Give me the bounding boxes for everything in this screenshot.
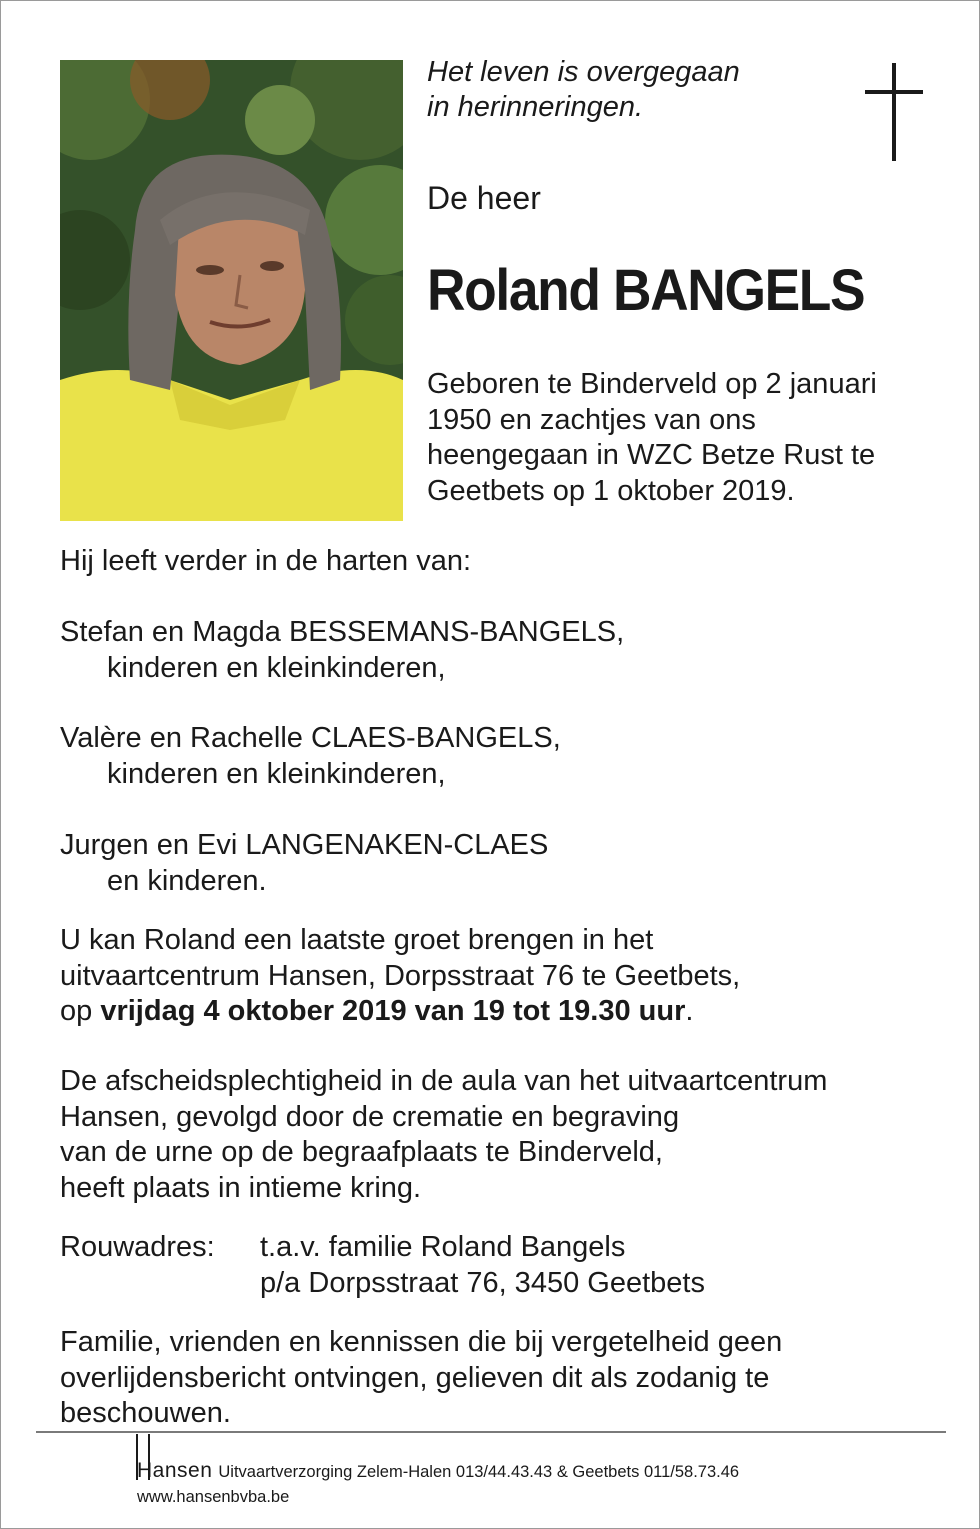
survivor-relation: kinderen en kleinkinderen, [107,757,446,790]
opening-quote [427,55,827,125]
quote-line-1: Het leven is overgegaan [427,56,740,88]
footer-divider [36,1431,946,1433]
birth-line-4: Geetbets op 1 oktober 2019. [427,474,795,507]
survivor-entry [60,828,548,899]
ceremony-line-4: heeft plaats in intieme kring. [60,1171,422,1204]
closing-line-2: overlijdensbericht ontvingen, gelieven dit als zodanig te [60,1361,770,1394]
address-line-1: t.a.v. familie Roland Bangels [260,1231,626,1263]
survivors-intro [60,544,471,580]
deceased-name: Roland BANGELS [427,258,865,323]
visitation-prefix: op [60,995,101,1027]
funeral-home-website[interactable]: www.hansenbvba.be [137,1488,290,1506]
ceremony-line-3: van de urne op de begraafplaats te Binderveld, [60,1136,663,1168]
survivor-names: Stefan en Magda BESSEMANS-BANGELS, [60,616,625,648]
visitation-datetime: vrijdag 4 oktober 2019 van 19 tot 19.30 uur [100,995,686,1027]
latin-cross-icon [865,63,923,161]
survivor-entry [60,615,624,686]
address-value [260,1230,705,1301]
birth-line-1: Geboren te Binderveld op 2 januari [427,368,877,400]
ceremony-line-2: Hansen, gevolgd door de crematie en begraving [60,1100,680,1133]
birth-line-2: 1950 en zachtjes van ons [427,403,756,436]
survivor-entry [60,721,561,792]
quote-line-2: in herinneringen. [427,91,644,123]
visitation-suffix: . [685,995,694,1027]
survivors-intro-text: Hij leeft verder in de harten van: [60,545,472,577]
address-line-2: p/a Dorpsstraat 76, 3450 Geetbets [260,1266,705,1299]
survivor-relation: kinderen en kleinkinderen, [107,651,446,684]
salutation: De heer [427,180,541,216]
funeral-home-brand: Hansen [137,1459,213,1482]
survivor-names: Valère en Rachelle CLAES-BANGELS, [60,722,561,754]
portrait-photo [60,60,403,521]
closing-note [60,1325,782,1432]
visitation-line-1: U kan Roland een laatste groet brengen in het [60,924,654,956]
survivor-names: Jurgen en Evi LANGENAKEN-CLAES [60,829,549,861]
survivor-relation: en kinderen. [107,864,267,897]
visitation-info [60,923,740,1030]
funeral-home-contact: Uitvaartverzorging Zelem-Halen 013/44.43.43 & Geetbets 011/58.73.46 [218,1463,740,1481]
closing-line-1: Familie, vrienden en kennissen die bij vergetelheid geen [60,1326,783,1358]
footer-contact [137,1461,739,1482]
ceremony-info [60,1064,827,1206]
birth-line-3: heengegaan in WZC Betze Rust te [427,439,876,471]
visitation-line-3 [60,994,740,1030]
visitation-line-2: uitvaartcentrum Hansen, Dorpsstraat 76 te Geetbets, [60,959,741,992]
birth-death-details [427,367,947,509]
ceremony-line-1: De afscheidsplechtigheid in de aula van het uitvaartcentrum [60,1065,828,1097]
closing-line-3: beschouwen. [60,1397,231,1429]
address-label: Rouwadres: [60,1231,215,1263]
